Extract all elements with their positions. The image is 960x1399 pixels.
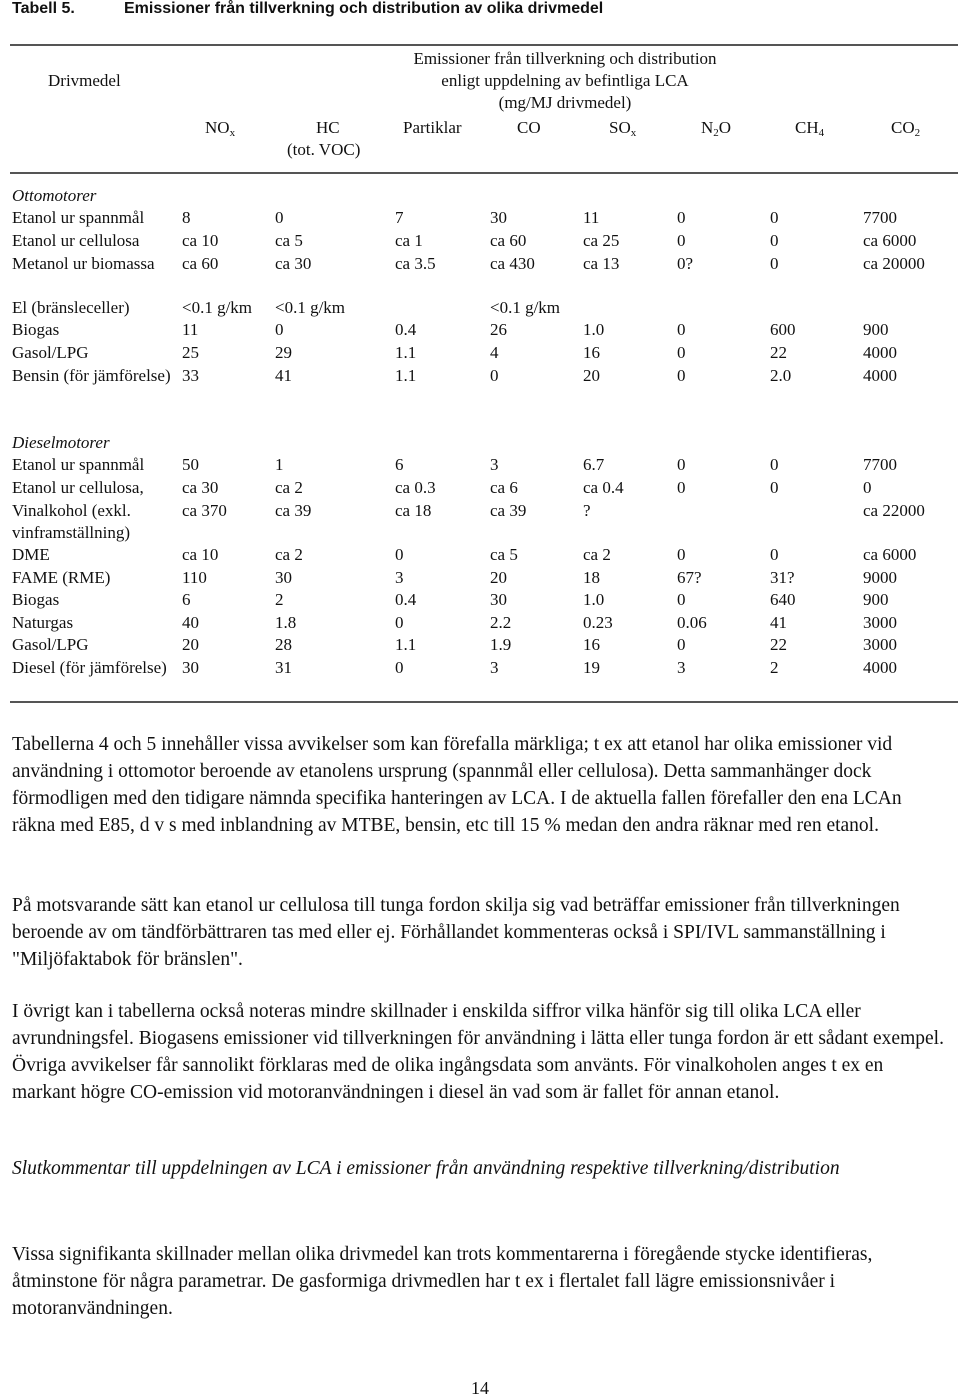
cell-hc: 41 [275, 366, 292, 385]
cell-sox: ca 2 [583, 545, 611, 564]
cell-nox: ca 10 [182, 231, 219, 250]
cell-nox: 6 [182, 590, 191, 609]
cell-co2: 9000 [863, 568, 897, 587]
cell-sox: 6.7 [583, 455, 605, 474]
header-sox: $SO_x$ [609, 118, 637, 139]
table-bottom-rule [10, 701, 958, 703]
cell-ch4: 0 [770, 478, 779, 497]
cell-sox: 16 [583, 635, 600, 654]
cell-n2o: 0 [677, 455, 686, 474]
cell-partiklar: 0.4 [395, 590, 417, 609]
cell-nox: 110 [182, 568, 207, 587]
cell-co2: 900 [863, 590, 889, 609]
paragraph-heading-slutkommentar: Slutkommentar till uppdelningen av LCA i emissioner från användning respektive tillverkning/distribution [12, 1158, 840, 1179]
cell-nox: ca 60 [182, 254, 219, 273]
cell-hc: 31 [275, 658, 292, 677]
cell-sox: ? [583, 501, 591, 520]
caption-title: Emissioner från tillverkning och distribution av olika drivmedel [124, 0, 604, 17]
header-ch4: $CH_4$ [795, 118, 825, 139]
cell-nox: 20 [182, 635, 199, 654]
cell-partiklar: ca 3.5 [395, 254, 436, 273]
cell-co2: 7700 [863, 208, 897, 227]
cell-n2o: 0 [677, 590, 686, 609]
header-co: CO [517, 118, 541, 137]
cell-co2: ca 22000 [863, 501, 925, 520]
cell-nox: 50 [182, 455, 199, 474]
cell-co: 30 [490, 590, 507, 609]
row-label: FAME (RME) [12, 568, 111, 587]
cell-nox: 11 [182, 320, 199, 339]
cell-ch4: 2 [770, 658, 779, 677]
cell-co: <0.1 g/km [490, 298, 561, 317]
row-label: DME [12, 545, 50, 564]
cell-co: 0 [490, 366, 499, 385]
table-caption [12, 0, 603, 18]
cell-co: 26 [490, 320, 507, 339]
cell-ch4: 0 [770, 455, 779, 474]
cell-hc: ca 39 [275, 501, 312, 520]
cell-nox: 25 [182, 343, 199, 362]
cell-n2o: 0 [677, 231, 686, 250]
section-title-dieselmotorer: Dieselmotorer [12, 433, 110, 452]
cell-partiklar: 1.1 [395, 635, 417, 654]
cell-co2: ca 6000 [863, 545, 917, 564]
header-group-line3: (mg/MJ drivmedel) [498, 93, 632, 112]
row-label: Bensin (för jämförelse) [12, 366, 171, 385]
cell-n2o: 0.06 [677, 613, 707, 632]
row-label: Etanol ur cellulosa [12, 231, 140, 250]
paragraph-1: Tabellerna 4 och 5 innehåller vissa avvikelser som kan förefalla märkliga; t ex att etanol har olika emissioner vid användning i ottomotor beroende av etanolens ursprung (spannmål eller cellulosa). Detta sammanhänger dock förmodligen med den tidigare nämnda specifika hanteringen av LCA. I de aktuella fallen förefaller den ena LCAn räkna med E85, d v s med inblandning av MTBE, bensin, etc till 15 % medan den andra räknar med ren etanol. [12, 734, 902, 836]
cell-partiklar: 1.1 [395, 343, 417, 362]
cell-sox: 19 [583, 658, 600, 677]
cell-partiklar: 6 [395, 455, 404, 474]
header-partiklar: Partiklar [403, 118, 462, 137]
row-label: Etanol ur spannmål [12, 455, 145, 474]
paragraph-3: I övrigt kan i tabellerna också noteras mindre skillnader i enskilda siffror vilka hänför sig till olika LCA eller avrundningsfel. Biogasens emissioner vid tillverkningen för användning i lätta eller tunga fordon är ett sådant exempel. Övriga avvikelser får sannolikt förklaras med de olika ingångsdata som använts. För vinalkoholen anges t ex en markant högre CO-emission vid motoranvändningen i diesel än vad som är fallet för annan etanol. [12, 1001, 944, 1103]
cell-ch4: 0 [770, 208, 779, 227]
paragraph-4: Vissa signifikanta skillnader mellan olika drivmedel kan trots kommentarerna i föregående stycke identifieras, åtminstone för några parametrar. De gasformiga drivmedlen har t ex i flertalet fall lägre emissionsnivåer i motoranvändningen. [12, 1244, 873, 1319]
cell-n2o: 0? [677, 254, 694, 273]
cell-hc: ca 2 [275, 545, 303, 564]
row-label: Biogas [12, 590, 60, 609]
cell-co: 20 [490, 568, 507, 587]
cell-sox: 1.0 [583, 590, 605, 609]
cell-n2o: 0 [677, 343, 686, 362]
cell-ch4: 22 [770, 343, 787, 362]
cell-partiklar: ca 18 [395, 501, 432, 520]
cell-nox: 8 [182, 208, 191, 227]
header-co2: $CO_2$ [891, 118, 921, 139]
cell-sox: 11 [583, 208, 600, 227]
header-hc-voc: (tot. VOC) [287, 140, 361, 159]
cell-hc: 28 [275, 635, 292, 654]
cell-n2o: 67? [677, 568, 702, 587]
cell-hc: ca 5 [275, 231, 303, 250]
header-n2o: $N_2O$ [701, 118, 732, 139]
cell-nox: <0.1 g/km [182, 298, 253, 317]
cell-sox: 1.0 [583, 320, 605, 339]
cell-partiklar: 3 [395, 568, 404, 587]
cell-ch4: 0 [770, 254, 779, 273]
cell-partiklar: 7 [395, 208, 404, 227]
cell-co2: ca 6000 [863, 231, 917, 250]
cell-nox: 33 [182, 366, 199, 385]
cell-sox: 20 [583, 366, 600, 385]
table-top-rule [10, 44, 958, 46]
header-group-line2: enligt uppdelning av befintliga LCA [441, 71, 689, 90]
cell-ch4: 22 [770, 635, 787, 654]
cell-sox: ca 0.4 [583, 478, 624, 497]
cell-n2o: 0 [677, 366, 686, 385]
cell-hc: 2 [275, 590, 284, 609]
cell-n2o: 0 [677, 208, 686, 227]
cell-ch4: 2.0 [770, 366, 792, 385]
row-label: Diesel (för jämförelse) [12, 658, 167, 677]
cell-co: ca 39 [490, 501, 527, 520]
cell-co2: 0 [863, 478, 872, 497]
row-label: Gasol/LPG [12, 635, 89, 654]
cell-hc: 0 [275, 320, 284, 339]
header-group-line1: Emissioner från tillverkning och distribution [413, 49, 717, 68]
header-nox: $NO_x$ [205, 118, 236, 139]
cell-sox: 18 [583, 568, 600, 587]
cell-co: 1.9 [490, 635, 512, 654]
caption-label: Tabell 5. [12, 0, 75, 17]
cell-nox: ca 10 [182, 545, 219, 564]
cell-ch4: 31? [770, 568, 795, 587]
row-label: Etanol ur spannmål [12, 208, 145, 227]
row-label: Vinalkohol (exkl. vinframställning) [12, 501, 131, 542]
cell-co: 30 [490, 208, 507, 227]
cell-partiklar: 0 [395, 613, 404, 632]
cell-sox: 16 [583, 343, 600, 362]
paragraph-2: På motsvarande sätt kan etanol ur cellulosa till tunga fordon skilja sig vad beträffar emissioner från tillverkningen beroende av om tändförbättraren tas med eller ej. Förhållandet kommenteras också i SPI/IVL sammanställning i "Miljöfaktabok för bränslen". [12, 895, 900, 970]
cell-hc: 1 [275, 455, 284, 474]
cell-nox: 30 [182, 658, 199, 677]
cell-co2: 4000 [863, 366, 897, 385]
cell-nox: 40 [182, 613, 199, 632]
cell-partiklar: 0 [395, 545, 404, 564]
cell-co: ca 430 [490, 254, 535, 273]
cell-co: 3 [490, 658, 499, 677]
cell-co2: 3000 [863, 635, 897, 654]
header-drivmedel: Drivmedel [48, 71, 121, 90]
row-label: El (bränsleceller) [12, 298, 130, 317]
cell-ch4: 640 [770, 590, 796, 609]
cell-co: ca 5 [490, 545, 518, 564]
cell-n2o: 0 [677, 545, 686, 564]
cell-ch4: 41 [770, 613, 787, 632]
cell-ch4: 0 [770, 545, 779, 564]
page-number: 14 [471, 1378, 489, 1398]
section-title-ottomotorer: Ottomotorer [12, 186, 97, 205]
cell-hc: 30 [275, 568, 292, 587]
cell-co: ca 60 [490, 231, 527, 250]
cell-n2o: 3 [677, 658, 686, 677]
cell-nox: ca 370 [182, 501, 227, 520]
cell-co2: 3000 [863, 613, 897, 632]
cell-partiklar: 0 [395, 658, 404, 677]
cell-co: ca 6 [490, 478, 518, 497]
cell-partiklar: ca 0.3 [395, 478, 436, 497]
cell-ch4: 600 [770, 320, 796, 339]
cell-hc: 1.8 [275, 613, 297, 632]
row-label: Gasol/LPG [12, 343, 89, 362]
cell-co2: 7700 [863, 455, 897, 474]
row-label: Etanol ur cellulosa, [12, 478, 144, 497]
cell-co2: ca 20000 [863, 254, 925, 273]
cell-sox: ca 13 [583, 254, 620, 273]
cell-nox: ca 30 [182, 478, 219, 497]
row-label: Metanol ur biomassa [12, 254, 155, 273]
cell-co: 2.2 [490, 613, 512, 632]
cell-co2: 4000 [863, 343, 897, 362]
cell-n2o: 0 [677, 478, 686, 497]
cell-co2: 900 [863, 320, 889, 339]
cell-hc: ca 30 [275, 254, 312, 273]
cell-ch4: 0 [770, 231, 779, 250]
cell-partiklar: 1.1 [395, 366, 417, 385]
cell-partiklar: ca 1 [395, 231, 423, 250]
cell-sox: ca 25 [583, 231, 620, 250]
cell-hc: 0 [275, 208, 284, 227]
cell-hc: 29 [275, 343, 292, 362]
row-label: Naturgas [12, 613, 74, 632]
cell-hc: ca 2 [275, 478, 303, 497]
cell-partiklar: 0.4 [395, 320, 417, 339]
row-label: Biogas [12, 320, 60, 339]
header-bottom-rule [10, 172, 958, 174]
cell-co: 4 [490, 343, 499, 362]
cell-hc: <0.1 g/km [275, 298, 346, 317]
cell-sox: 0.23 [583, 613, 613, 632]
cell-n2o: 0 [677, 320, 686, 339]
cell-co: 3 [490, 455, 499, 474]
cell-n2o: 0 [677, 635, 686, 654]
cell-co2: 4000 [863, 658, 897, 677]
header-hc: HC [316, 118, 340, 137]
